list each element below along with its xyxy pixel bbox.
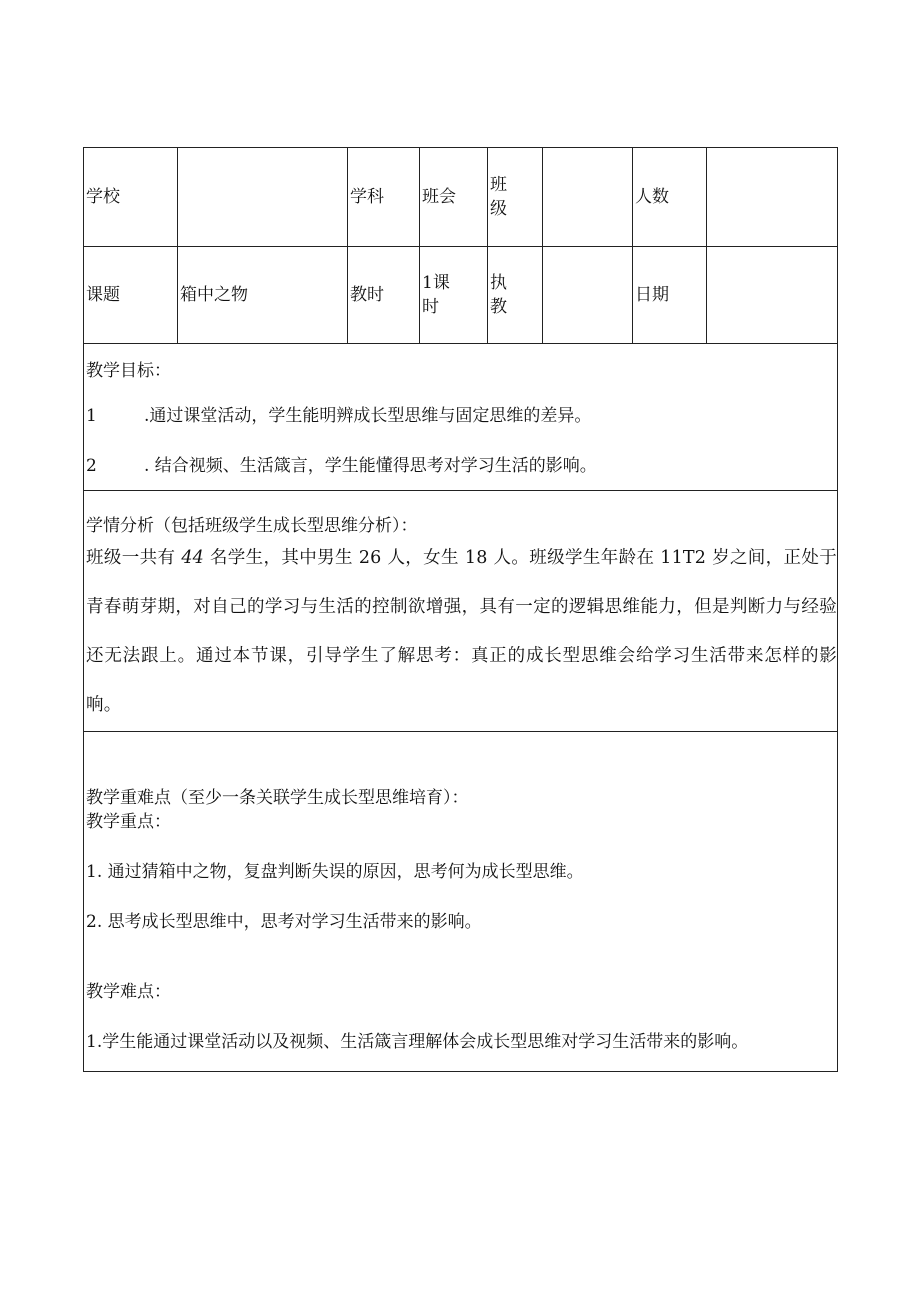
hours-label: 教时 [348,247,420,344]
objective-item: 1 .通过课堂活动，学生能明辨成长型思维与固定思维的差异。 [86,405,592,426]
count-label: 人数 [633,148,707,247]
header-row-2 [84,247,838,344]
hours-value-line2: 时 [422,297,439,317]
keypoints-row [84,732,838,1072]
lesson-plan-table [83,147,838,1072]
analysis-row [84,491,838,732]
analysis-title: 学情分析（包括班级学生成长型思维分析）： [86,516,418,536]
focus-item: 1. 通过猜箱中之物，复盘判断失误的原因，思考何为成长型思维。 [86,861,584,882]
school-label: 学校 [84,148,178,247]
header-row-1 [84,148,838,247]
topic-label: 课题 [84,247,178,344]
topic-value: 箱中之物 [178,247,348,344]
subject-value: 班会 [420,148,488,247]
date-value [707,247,838,344]
objectives-title: 教学目标： [86,360,171,381]
school-value [178,148,348,247]
teacher-label [488,247,543,344]
objective-item: 2 . 结合视频、生活箴言，学生能懂得思考对学习生活的影响。 [86,455,597,476]
subject-label: 学科 [348,148,420,247]
keypoints-section [84,732,838,1072]
hours-value-line1: 1课 [422,273,450,293]
objectives-section [84,344,838,491]
analysis-section [84,491,838,732]
teacher-value [543,247,633,344]
keypoints-title: 教学重难点（至少一条关联学生成长型思维培育）： [86,787,469,808]
analysis-paragraph: 班级一共有 44 名学生，其中男生 26 人，女生 18 人。班级学生年龄在 11T2 岁之间，正处于青春萌芽期，对自己的学习与生活的控制欲增强，具有一定的逻辑思维能力，但是判断力与经验还无法跟上。通过本节课，引导学生了解思考：真正的成长型思维会给学习生活带来怎样的影响。 [86,548,838,715]
hours-value [420,247,488,344]
teacher-label-line2: 教 [490,297,507,317]
count-value [707,148,838,247]
class-label-line2: 级 [490,199,507,219]
difficulty-item: 1.学生能通过课堂活动以及视频、生活箴言理解体会成长型思维对学习生活带来的影响。 [86,1031,749,1052]
difficulty-title: 教学难点： [86,981,171,1002]
focus-title: 教学重点： [86,811,171,832]
date-label: 日期 [633,247,707,344]
student-count: 44 [181,548,204,568]
class-value [543,148,633,247]
teacher-label-line1: 执 [490,273,507,293]
focus-item: 2. 思考成长型思维中，思考对学习生活带来的影响。 [86,911,482,932]
objectives-row [84,344,838,491]
class-label [488,148,543,247]
class-label-line1: 班 [490,175,507,195]
